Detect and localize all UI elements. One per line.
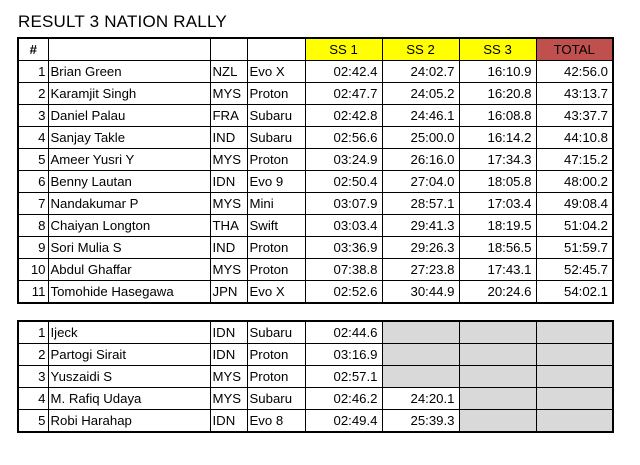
- driver-name-cell: Robi Harahap: [48, 410, 210, 433]
- ss1-time-cell: 03:24.9: [305, 149, 382, 171]
- table-row: [18, 344, 613, 366]
- table-row: [18, 193, 613, 215]
- car-cell: Subaru: [247, 105, 305, 127]
- car-cell: Swift: [247, 215, 305, 237]
- table-row: [18, 366, 613, 388]
- ss1-time-cell: 07:38.8: [305, 259, 382, 281]
- driver-name-cell: Ameer Yusri Y: [48, 149, 210, 171]
- table-row: [18, 149, 613, 171]
- position-cell: 5: [18, 410, 48, 433]
- ss1-time-cell: 03:03.4: [305, 215, 382, 237]
- table-row: [18, 127, 613, 149]
- table-row: [18, 83, 613, 105]
- ss2-time-cell: 28:57.1: [382, 193, 459, 215]
- ss3-time-cell: 16:20.8: [459, 83, 536, 105]
- driver-name-cell: Partogi Sirait: [48, 344, 210, 366]
- nationality-cell: IND: [210, 127, 247, 149]
- position-cell: 4: [18, 388, 48, 410]
- position-cell: 2: [18, 83, 48, 105]
- total-time-cell: [536, 410, 613, 433]
- position-cell: 6: [18, 171, 48, 193]
- driver-name-cell: Brian Green: [48, 61, 210, 83]
- driver-name-cell: Sori Mulia S: [48, 237, 210, 259]
- position-cell: 11: [18, 281, 48, 304]
- table-row: [18, 321, 613, 344]
- position-cell: 4: [18, 127, 48, 149]
- col-header-position: #: [18, 38, 48, 61]
- ss2-time-cell: 24:20.1: [382, 388, 459, 410]
- ss2-time-cell: 27:04.0: [382, 171, 459, 193]
- page-title: RESULT 3 NATION RALLY: [18, 12, 227, 31]
- ss3-time-cell: 18:05.8: [459, 171, 536, 193]
- total-time-cell: 42:56.0: [536, 61, 613, 83]
- col-header-ss2: SS 2: [382, 38, 459, 61]
- table-row: [18, 105, 613, 127]
- retired-table: [17, 320, 614, 433]
- table-row: [18, 410, 613, 433]
- driver-name-cell: Nandakumar P: [48, 193, 210, 215]
- car-cell: Proton: [247, 344, 305, 366]
- col-header-ss3: SS 3: [459, 38, 536, 61]
- nationality-cell: NZL: [210, 61, 247, 83]
- ss3-time-cell: 18:56.5: [459, 237, 536, 259]
- driver-name-cell: Chaiyan Longton: [48, 215, 210, 237]
- ss2-time-cell: 24:02.7: [382, 61, 459, 83]
- ss2-time-cell: [382, 344, 459, 366]
- total-time-cell: 51:59.7: [536, 237, 613, 259]
- driver-name-cell: Benny Lautan: [48, 171, 210, 193]
- total-time-cell: 43:37.7: [536, 105, 613, 127]
- ss3-time-cell: 17:34.3: [459, 149, 536, 171]
- position-cell: 9: [18, 237, 48, 259]
- ss3-time-cell: [459, 321, 536, 344]
- driver-name-cell: M. Rafiq Udaya: [48, 388, 210, 410]
- total-time-cell: 43:13.7: [536, 83, 613, 105]
- nationality-cell: IDN: [210, 321, 247, 344]
- nationality-cell: IND: [210, 237, 247, 259]
- ss2-time-cell: 27:23.8: [382, 259, 459, 281]
- ss1-time-cell: 02:42.4: [305, 61, 382, 83]
- total-time-cell: [536, 344, 613, 366]
- ss2-time-cell: 24:05.2: [382, 83, 459, 105]
- ss3-time-cell: 16:14.2: [459, 127, 536, 149]
- car-cell: Proton: [247, 366, 305, 388]
- col-header-ss1: SS 1: [305, 38, 382, 61]
- ss3-time-cell: [459, 410, 536, 433]
- ss3-time-cell: 16:08.8: [459, 105, 536, 127]
- driver-name-cell: Yuszaidi S: [48, 366, 210, 388]
- ss3-time-cell: 17:43.1: [459, 259, 536, 281]
- ss1-time-cell: 02:49.4: [305, 410, 382, 433]
- ss3-time-cell: [459, 344, 536, 366]
- nationality-cell: MYS: [210, 388, 247, 410]
- nationality-cell: MYS: [210, 149, 247, 171]
- col-header-blank: [48, 38, 210, 61]
- driver-name-cell: Ijeck: [48, 321, 210, 344]
- position-cell: 3: [18, 366, 48, 388]
- position-cell: 1: [18, 61, 48, 83]
- col-header-blank: [247, 38, 305, 61]
- nationality-cell: THA: [210, 215, 247, 237]
- ss1-time-cell: 03:16.9: [305, 344, 382, 366]
- total-time-cell: 51:04.2: [536, 215, 613, 237]
- ss2-time-cell: 30:44.9: [382, 281, 459, 304]
- table-row: [18, 281, 613, 304]
- total-time-cell: [536, 388, 613, 410]
- ss1-time-cell: 02:46.2: [305, 388, 382, 410]
- car-cell: Proton: [247, 259, 305, 281]
- car-cell: Evo X: [247, 61, 305, 83]
- ss2-time-cell: [382, 321, 459, 344]
- ss1-time-cell: 02:52.6: [305, 281, 382, 304]
- table-row: [18, 61, 613, 83]
- ss1-time-cell: 02:47.7: [305, 83, 382, 105]
- ss3-time-cell: 17:03.4: [459, 193, 536, 215]
- col-header-total: TOTAL: [536, 38, 613, 61]
- driver-name-cell: Abdul Ghaffar: [48, 259, 210, 281]
- total-time-cell: 48:00.2: [536, 171, 613, 193]
- position-cell: 10: [18, 259, 48, 281]
- nationality-cell: JPN: [210, 281, 247, 304]
- nationality-cell: MYS: [210, 259, 247, 281]
- car-cell: Proton: [247, 83, 305, 105]
- ss1-time-cell: 02:56.6: [305, 127, 382, 149]
- total-time-cell: [536, 366, 613, 388]
- total-time-cell: 54:02.1: [536, 281, 613, 304]
- total-time-cell: [536, 321, 613, 344]
- table-row: [18, 388, 613, 410]
- car-cell: Evo 9: [247, 171, 305, 193]
- table-row: [18, 259, 613, 281]
- table-row: [18, 215, 613, 237]
- car-cell: Proton: [247, 237, 305, 259]
- car-cell: Evo 8: [247, 410, 305, 433]
- driver-name-cell: Karamjit Singh: [48, 83, 210, 105]
- nationality-cell: FRA: [210, 105, 247, 127]
- car-cell: Proton: [247, 149, 305, 171]
- ss1-time-cell: 02:50.4: [305, 171, 382, 193]
- ss1-time-cell: 02:42.8: [305, 105, 382, 127]
- table-row: [18, 237, 613, 259]
- position-cell: 8: [18, 215, 48, 237]
- car-cell: Subaru: [247, 127, 305, 149]
- ss2-time-cell: 25:39.3: [382, 410, 459, 433]
- car-cell: Subaru: [247, 388, 305, 410]
- ss2-time-cell: [382, 366, 459, 388]
- ss2-time-cell: 26:16.0: [382, 149, 459, 171]
- position-cell: 7: [18, 193, 48, 215]
- position-cell: 5: [18, 149, 48, 171]
- table-row: [18, 171, 613, 193]
- ss3-time-cell: 20:24.6: [459, 281, 536, 304]
- total-time-cell: 47:15.2: [536, 149, 613, 171]
- position-cell: 1: [18, 321, 48, 344]
- driver-name-cell: Sanjay Takle: [48, 127, 210, 149]
- col-header-blank: [210, 38, 247, 61]
- results-table: [17, 37, 614, 304]
- ss3-time-cell: 16:10.9: [459, 61, 536, 83]
- position-cell: 3: [18, 105, 48, 127]
- nationality-cell: IDN: [210, 410, 247, 433]
- ss1-time-cell: 03:07.9: [305, 193, 382, 215]
- ss3-time-cell: [459, 366, 536, 388]
- driver-name-cell: Daniel Palau: [48, 105, 210, 127]
- ss3-time-cell: 18:19.5: [459, 215, 536, 237]
- nationality-cell: IDN: [210, 171, 247, 193]
- total-time-cell: 49:08.4: [536, 193, 613, 215]
- total-time-cell: 52:45.7: [536, 259, 613, 281]
- nationality-cell: IDN: [210, 344, 247, 366]
- total-time-cell: 44:10.8: [536, 127, 613, 149]
- header-row: [18, 38, 613, 61]
- nationality-cell: MYS: [210, 83, 247, 105]
- ss2-time-cell: 29:41.3: [382, 215, 459, 237]
- ss1-time-cell: 03:36.9: [305, 237, 382, 259]
- car-cell: Mini: [247, 193, 305, 215]
- ss1-time-cell: 02:44.6: [305, 321, 382, 344]
- ss3-time-cell: [459, 388, 536, 410]
- ss2-time-cell: 24:46.1: [382, 105, 459, 127]
- position-cell: 2: [18, 344, 48, 366]
- nationality-cell: MYS: [210, 366, 247, 388]
- nationality-cell: MYS: [210, 193, 247, 215]
- car-cell: Evo X: [247, 281, 305, 304]
- ss2-time-cell: 25:00.0: [382, 127, 459, 149]
- ss2-time-cell: 29:26.3: [382, 237, 459, 259]
- car-cell: Subaru: [247, 321, 305, 344]
- driver-name-cell: Tomohide Hasegawa: [48, 281, 210, 304]
- ss1-time-cell: 02:57.1: [305, 366, 382, 388]
